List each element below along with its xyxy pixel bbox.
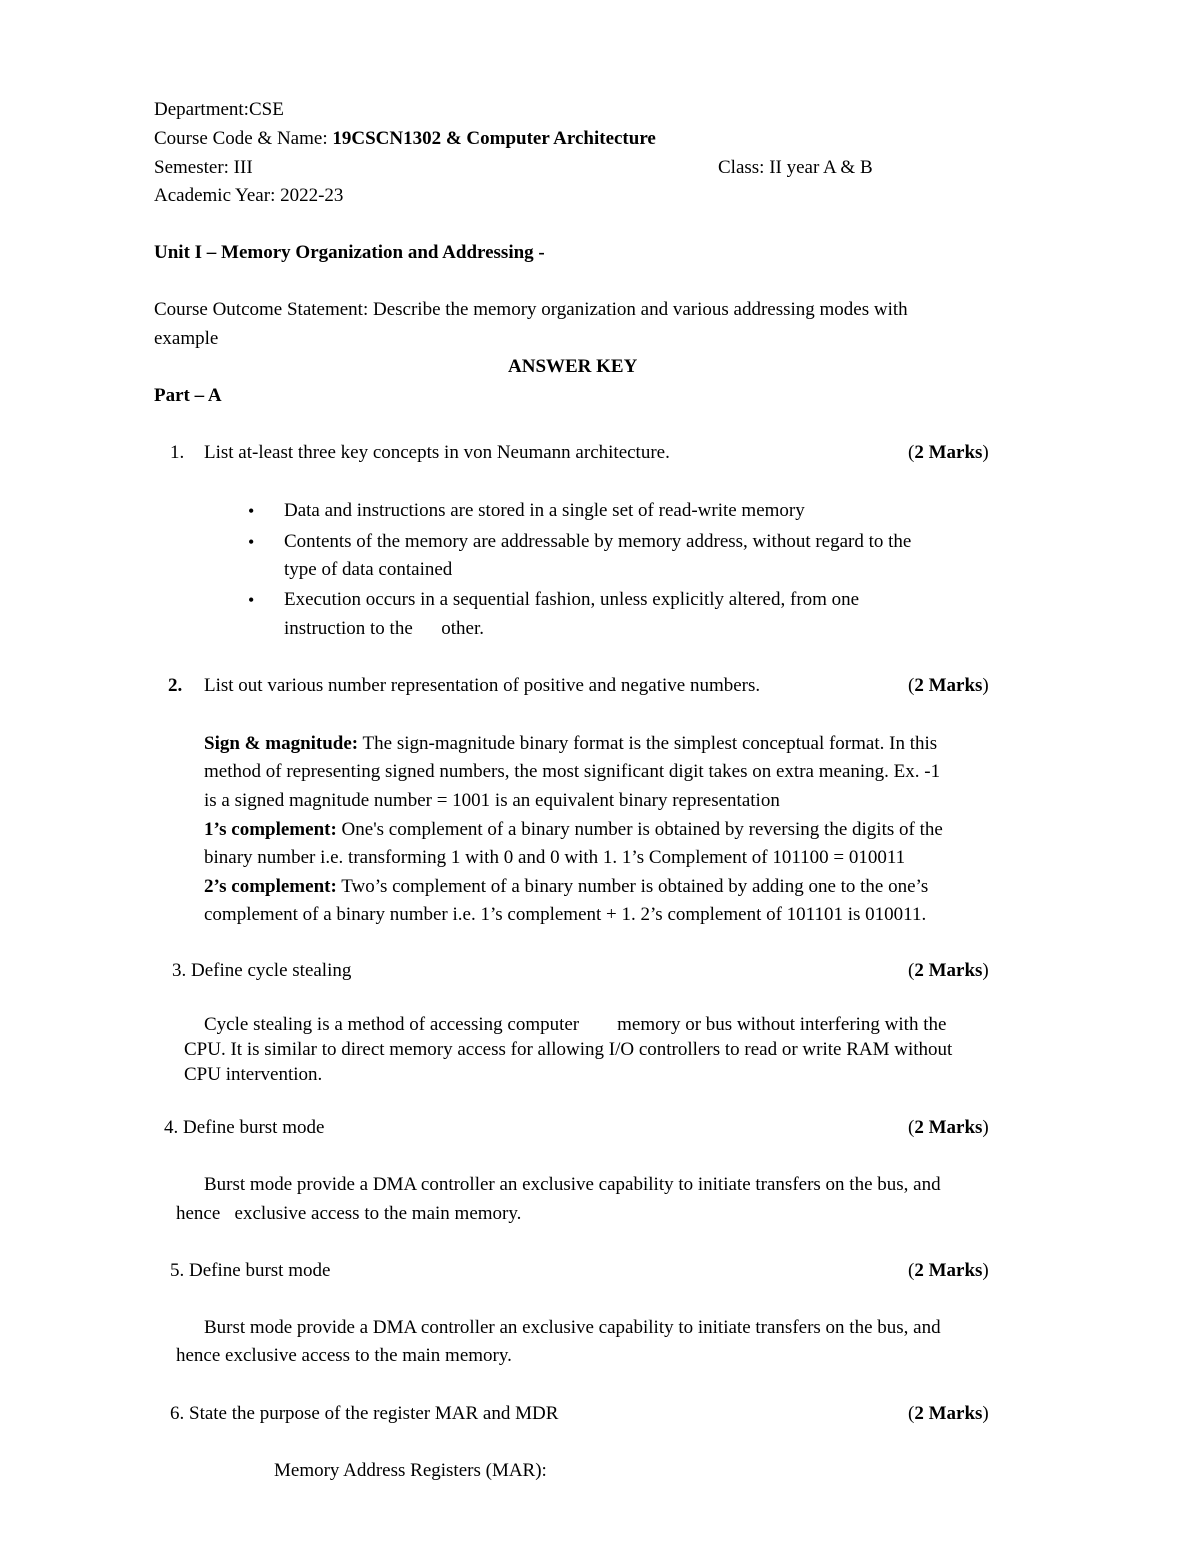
q5-answer-line-1: Burst mode provide a DMA controller an exclusive capability to initiate transfers on the bus, and	[204, 1317, 941, 1338]
q2-marks: (2 Marks)	[908, 675, 989, 696]
twos-complement-line-2: complement of a binary number i.e. 1’s complement + 1. 2’s complement of 101101 is 010011.	[204, 904, 927, 925]
sign-magnitude-line-2: method of representing signed numbers, the most significant digit takes on extra meaning. Ex. -1	[204, 761, 941, 782]
q5-text: 5. Define burst mode	[170, 1260, 331, 1281]
q4-text: 4. Define burst mode	[164, 1117, 325, 1138]
unit-title: Unit I – Memory Organization and Addressing -	[154, 242, 545, 263]
q3-text: 3. Define cycle stealing	[172, 960, 352, 981]
sign-magnitude-term: Sign & magnitude:	[204, 733, 359, 754]
twos-complement-term: 2’s complement:	[204, 876, 337, 897]
q1-bullet-3-cont: instruction to the other.	[284, 618, 485, 639]
q4-answer-line-1: Burst mode provide a DMA controller an exclusive capability to initiate transfers on the bus, and	[204, 1174, 941, 1195]
q1-number: 1.	[170, 442, 185, 463]
bullet-icon	[248, 530, 260, 555]
twos-complement-line-1: 2’s complement: Two’s complement of a binary number is obtained by adding one to the one’s	[204, 876, 929, 897]
sign-magnitude-line-3: is a signed magnitude number = 1001 is an equivalent binary representation	[204, 790, 780, 811]
q1-bullet-2: Contents of the memory are addressable by memory address, without regard to the	[284, 531, 912, 552]
course-value: 19CSCN1302 & Computer Architecture	[332, 128, 656, 149]
part-title: Part – A	[154, 385, 222, 406]
q3-answer-line-3: CPU intervention.	[184, 1064, 323, 1085]
q3-answer-line-2: CPU. It is similar to direct memory access for allowing I/O controllers to read or write RAM without	[184, 1039, 953, 1060]
course-label: Course Code & Name:	[154, 128, 333, 149]
course-line	[154, 127, 656, 151]
course-outcome-line-1: Course Outcome Statement: Describe the memory organization and various addressing modes with	[154, 299, 908, 320]
q4-marks: (2 Marks)	[908, 1117, 989, 1138]
q1-marks: (2 Marks)	[908, 442, 989, 463]
sign-magnitude-line-1: Sign & magnitude: The sign-magnitude binary format is the simplest conceptual format. In this	[204, 733, 938, 754]
class-line: Class: II year A & B	[718, 157, 873, 178]
academic-year-line: Academic Year: 2022-23	[154, 185, 344, 206]
bullet-icon	[248, 588, 260, 613]
ones-complement-line-2: binary number i.e. transforming 1 with 0 and 0 with 1. 1’s Complement of 101100 = 010011	[204, 847, 906, 868]
q4-answer-line-2: hence exclusive access to the main memory.	[176, 1203, 522, 1224]
q5-answer-line-2: hence exclusive access to the main memory.	[176, 1345, 512, 1366]
q2-text: List out various number representation of positive and negative numbers.	[204, 675, 761, 696]
q1-bullet-3: Execution occurs in a sequential fashion, unless explicitly altered, from one	[284, 589, 860, 610]
q1-bullet-1: Data and instructions are stored in a single set of read-write memory	[284, 500, 805, 521]
q2-number: 2.	[168, 675, 183, 696]
q6-text: 6. State the purpose of the register MAR and MDR	[170, 1403, 559, 1424]
semester-line: Semester: III	[154, 157, 253, 178]
department-line: Department:CSE	[154, 99, 284, 120]
ones-complement-line-1: 1’s complement: One's complement of a binary number is obtained by reversing the digits of the	[204, 819, 943, 840]
ones-complement-term: 1’s complement:	[204, 819, 337, 840]
answer-key-title: ANSWER KEY	[508, 356, 638, 377]
q3-marks: (2 Marks)	[908, 960, 989, 981]
q1-bullet-2-cont: type of data contained	[284, 559, 453, 580]
q5-marks: (2 Marks)	[908, 1260, 989, 1281]
q3-answer-line-1: Cycle stealing is a method of accessing computer memory or bus without interfering with the	[204, 1014, 947, 1035]
q6-answer-line-1: Memory Address Registers (MAR):	[274, 1460, 547, 1481]
q6-marks: (2 Marks)	[908, 1403, 989, 1424]
q1-text: List at-least three key concepts in von Neumann architecture.	[204, 442, 670, 463]
bullet-icon	[248, 499, 260, 524]
course-outcome-line-2: example	[154, 328, 219, 349]
